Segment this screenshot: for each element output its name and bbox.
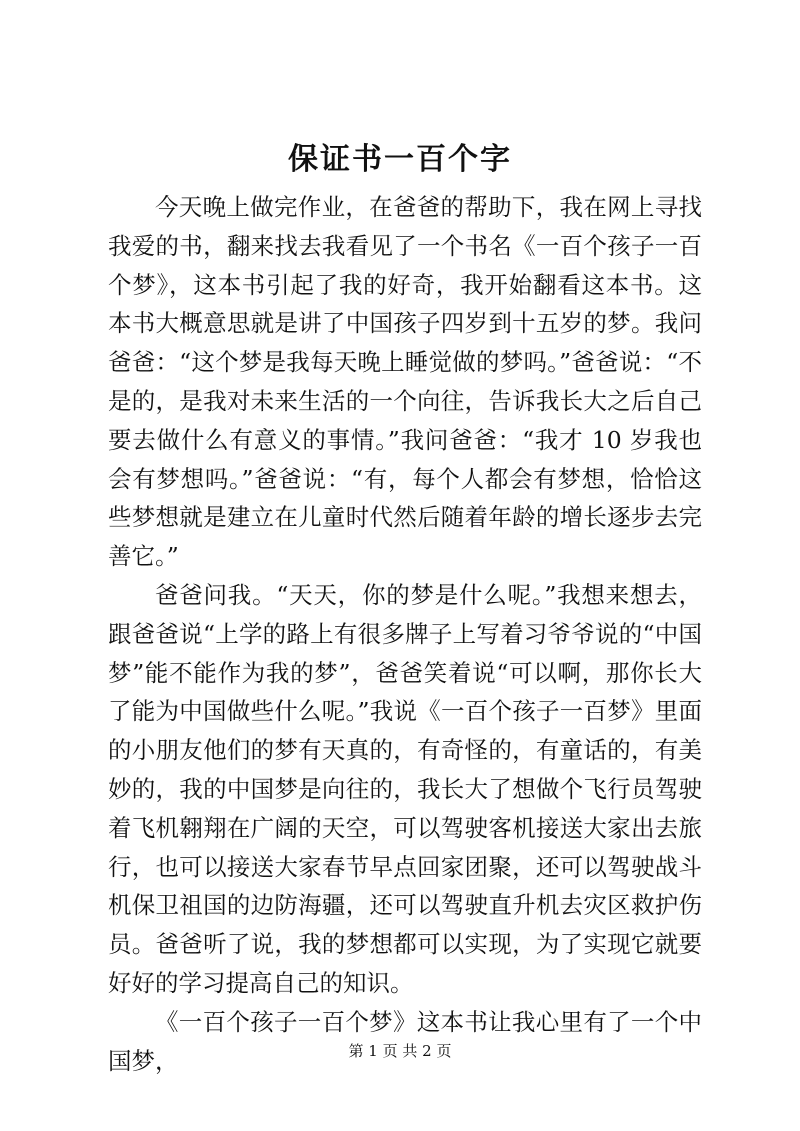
document-body — [108, 188, 702, 1080]
page-footer: 第 1 页 共 2 页 — [348, 1042, 452, 1060]
paragraph-1: 今天晚上做完作业，在爸爸的帮助下，我在网上寻找我爱的书，翻来找去我看见了一个书名《一百个孩子一百个梦》，这本书引起了我的好奇，我开始翻看这本书。这本书大概意思就是讲了中国孩子四岁到十五岁的梦。我问爸爸：“这个梦是我每天晚上睡觉做的梦吗。”爸爸说：“不是的，是我对未来生活的一个向往，告诉我长大之后自己要去做什么有意义的事情。”我问爸爸：“我才 10 岁我也会有梦想吗。”爸爸说：“有，每个人都会有梦想，恰恰这些梦想就是建立在儿童时代然后随着年龄的增长逐步去完善它。” — [108, 193, 702, 571]
paragraph-2: 爸爸问我。“天天，你的梦是什么呢。”我想来想去，跟爸爸说“上学的路上有很多牌子上写着习爷爷说的“中国梦”能不能作为我的梦”，爸爸笑着说“可以啊，那你长大了能为中国做些什么呢。”我说《一百个孩子一百梦》里面的小朋友他们的梦有天真的，有奇怪的，有童话的，有美妙的，我的中国梦是向往的，我长大了想做个飞行员驾驶着飞机翱翔在广阔的天空，可以驾驶客机接送大家出去旅行，也可以接送大家春节早点回家团聚，还可以驾驶战斗机保卫祖国的边防海疆，还可以驾驶直升机去灾区救护伤员。爸爸听了说，我的梦想都可以实现，为了实现它就要好好的学习提高自己的知识。 — [108, 580, 702, 997]
paragraph-3: 《一百个孩子一百个梦》这本书让我心里有了一个中国梦， — [108, 1007, 702, 1075]
document-title: 保证书一百个字 — [288, 142, 512, 177]
